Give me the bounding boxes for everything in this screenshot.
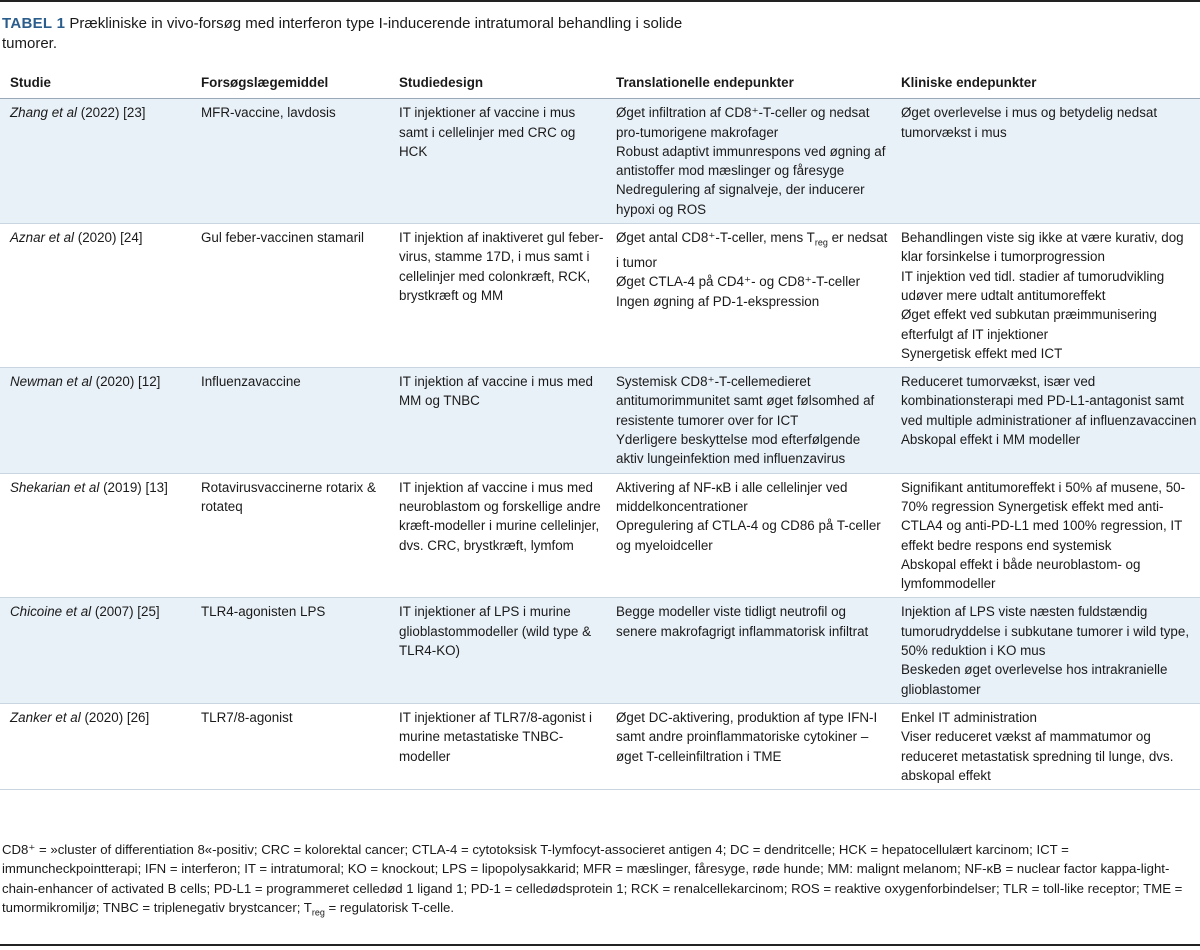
study-ref: (2020) [24] — [77, 230, 143, 246]
study-cell — [0, 224, 191, 368]
translational-cell — [606, 99, 891, 224]
study-author: Aznar et al — [10, 230, 75, 246]
header-clinical: Kliniske endepunkter — [891, 66, 1200, 99]
clinical-line: Beskeden øget overlevelse hos intrakranielle glioblastomer — [901, 662, 1168, 697]
translational-line: Aktivering af NF-κB i alle cellelinjer ved middelkoncentrationer — [616, 479, 848, 514]
header-drug: Forsøgslægemiddel — [191, 66, 389, 99]
footnote-tail: = regulatorisk T-celle. — [324, 899, 455, 915]
footnote-treg-sub: reg — [311, 907, 325, 918]
clinical-line: IT injektion ved tidl. stadier af tumorudvikling udøver mere udtalt antitumoreffekt — [901, 268, 1165, 303]
clinical-line: Reduceret tumorvækst, især ved kombinationsterapi med PD-L1-antagonist samt ved multiple administrationer af influenzavaccinen — [901, 374, 1197, 428]
study-author: Shekarian et al — [10, 479, 100, 495]
treg-post: er nedsat i tumor — [616, 230, 888, 271]
clinical-cell — [891, 99, 1200, 224]
translational-line: Systemisk CD8⁺-T-cellemedieret antitumorimmunitet samt øget følsomhed af resistente tumorer over for ICT — [616, 374, 875, 428]
treg-sub: reg — [814, 237, 828, 248]
study-author: Newman et al — [10, 374, 92, 390]
drug-cell: TLR7/8-agonist — [191, 703, 389, 789]
clinical-line: Abskopal effekt i både neuroblastom- og lymfommodeller — [901, 556, 1141, 592]
table-row — [0, 99, 1200, 224]
translational-cell — [606, 598, 891, 703]
clinical-cell — [891, 703, 1200, 789]
table-row — [0, 598, 1200, 703]
table-caption — [2, 14, 702, 54]
translational-cell — [606, 224, 891, 368]
translational-cell — [606, 473, 891, 598]
design-cell: IT injektion af vaccine i mus med MM og TNBC — [389, 368, 606, 473]
header-row — [0, 66, 1200, 99]
clinical-cell — [891, 473, 1200, 598]
clinical-cell — [891, 368, 1200, 473]
translational-line: Robust adaptivt immunrespons ved øgning af antistoffer mod mæslinger og fåresyge — [616, 143, 886, 179]
study-ref: (2019) [13] — [103, 479, 168, 495]
clinical-line: Signifikant antitumoreffekt i 50% af musene, 50-70% regression Synergetisk effekt med anti-CTLA4 og anti-PD-L1 med 100% regression, IT effekt bedre respons end systemisk — [901, 479, 1186, 553]
design-cell: IT injektioner af TLR7/8-agonist i murine metastatiske TNBC- modeller — [389, 703, 606, 789]
translational-line: Nedregulering af signalveje, der inducerer hypoxi og ROS — [616, 182, 865, 217]
translational-line: Øget CTLA-4 på CD4⁺- og CD8⁺-T-celler — [616, 274, 861, 290]
caption-label: TABEL 1 — [2, 15, 66, 32]
drug-cell: TLR4-agonisten LPS — [191, 598, 389, 703]
top-rule — [0, 0, 1200, 2]
translational-line: Begge modeller viste tidligt neutrofil og senere makrofagrigt inflammatorisk infiltrat — [616, 604, 869, 639]
table-row — [0, 703, 1200, 789]
translational-line: Yderligere beskyttelse mod efterfølgende aktiv lungeinfektion med influenzavirus — [616, 432, 861, 467]
translational-line: Ingen øgning af PD-1-ekspression — [616, 293, 820, 309]
data-table — [0, 66, 1200, 790]
drug-cell: Influenzavaccine — [191, 368, 389, 473]
study-author: Zhang et al — [10, 105, 77, 121]
drug-cell: MFR-vaccine, lavdosis — [191, 99, 389, 224]
study-cell — [0, 473, 191, 598]
treg-pre: Øget antal CD8⁺-T-celler, mens T — [616, 230, 815, 246]
clinical-line: Øget effekt ved subkutan præimmunisering efterfulgt af IT injektioner — [901, 307, 1157, 342]
study-ref: (2022) [23] — [80, 105, 146, 121]
table-row — [0, 368, 1200, 473]
clinical-line: Enkel IT administration — [901, 709, 1037, 725]
table-footnote — [2, 840, 1197, 923]
clinical-line: Behandlingen viste sig ikke at være kurativ, dog klar forsinkelse i tumorprogression — [901, 230, 1184, 265]
clinical-cell — [891, 224, 1200, 368]
table-row — [0, 473, 1200, 598]
clinical-line: Synergetisk effekt med ICT — [901, 345, 1063, 361]
translational-cell — [606, 368, 891, 473]
drug-cell: Gul feber-vaccinen stamaril — [191, 224, 389, 368]
clinical-line: Abskopal effekt i MM modeller — [901, 432, 1081, 448]
translational-cell — [606, 703, 891, 789]
table-row — [0, 224, 1200, 368]
caption-text: Prækliniske in vivo-forsøg med interferon type I-inducerende intratumoral behandling i solide tumorer. — [2, 15, 683, 52]
study-ref: (2020) [12] — [95, 374, 161, 390]
study-cell — [0, 99, 191, 224]
clinical-cell — [891, 598, 1200, 703]
translational-line — [616, 228, 889, 272]
clinical-line: Injektion af LPS viste næsten fuldstændig tumorudryddelse i subkutane tumorer i wild type, 50% reduktion i KO mus — [901, 604, 1190, 659]
study-ref: (2020) [26] — [84, 709, 150, 725]
footnote-main: CD8⁺ = »cluster of differentiation 8«-positiv; CRC = kolorektal cancer; CTLA-4 = cytotoksisk T-lymfocyt-associeret antigen 4; DC = dendritcelle; HCK = hepatocellulært karcinom; ICT = immuncheckpointterapi; IFN = interferon; IT = intratumoral; KO = knockout; LPS = lipopolysakkarid; MFR = mæslinger, fåresyge, røde hunde; MM: malignt melanom; NF-κB = nuclear factor kappa-light-chain-enhancer of activated B cells; PD-L1 = programmeret celledød 1 ligand 1; PD-1 = celledødsprotein 1; RCK = renalcellekarcinom; ROS = reaktive oxygenforbindelser; TLR = toll-like receptor; TME = tumormikromiljø; TNBC = triplenegativ brystcancer; T — [2, 842, 1183, 915]
design-cell: IT injektioner af vaccine i mus samt i cellelinjer med CRC og HCK — [389, 99, 606, 224]
design-cell: IT injektioner af LPS i murine glioblastommodeller (wild type & TLR4-KO) — [389, 598, 606, 703]
header-design: Studiedesign — [389, 66, 606, 99]
translational-line: Øget infiltration af CD8⁺-T-celler og nedsat pro-tumorigene makrofager — [616, 105, 870, 140]
clinical-line: Viser reduceret vækst af mammatumor og reduceret metastatisk spredning til lunge, dvs. abskopal effekt — [901, 729, 1174, 783]
translational-line: Øget DC-aktivering, produktion af type IFN-I samt andre proinflammatoriske cytokiner – øget T-celleinfiltration i TME — [616, 709, 878, 764]
design-cell: IT injektion af vaccine i mus med neuroblastom og forskellige andre kræft-modeller i murine cellelinjer, dvs. CRC, brystkræft, lymfom — [389, 473, 606, 598]
clinical-line: Øget overlevelse i mus og betydelig nedsat tumorvækst i mus — [901, 105, 1158, 140]
study-author: Chicoine et al — [10, 604, 92, 620]
header-studie: Studie — [0, 66, 191, 99]
study-author: Zanker et al — [10, 709, 81, 725]
study-ref: (2007) [25] — [94, 604, 160, 620]
study-cell — [0, 703, 191, 789]
bottom-rule — [0, 944, 1200, 946]
study-cell — [0, 598, 191, 703]
design-cell: IT injektion af inaktiveret gul feber-virus, stamme 17D, i mus samt i cellelinjer med colonkræft, RCK, brystkræft og MM — [389, 224, 606, 368]
translational-line: Opregulering af CTLA-4 og CD86 på T-celler og myeloidceller — [616, 518, 881, 553]
header-translational: Translationelle endepunkter — [606, 66, 891, 99]
drug-cell: Rotavirusvaccinerne rotarix & rotateq — [191, 473, 389, 598]
study-cell — [0, 368, 191, 473]
